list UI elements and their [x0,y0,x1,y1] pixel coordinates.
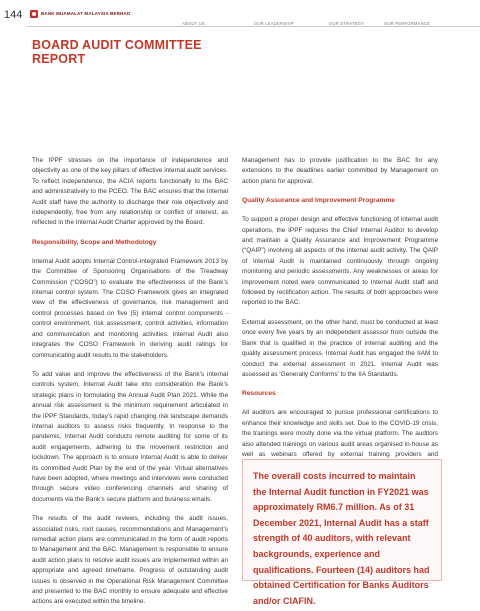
paragraph-independence: The IPPF stresses on the importance of independence and objectivity as one of the key pillars of effective internal audit services. To reflect independence, the ACIA reports functionally to the BAC and administratively to the PCEO. The BAC ensures that the Internal Audit staff have the authority to discharge their role objectively and independently, free from any relationship or conflict of interest, as reflected in the Internal Audit Charter approved by the Board. [32,157,228,227]
header-divider [27,26,480,27]
page-title [32,38,202,66]
right-column [242,156,438,480]
paragraph-audit-results: The results of the audit reviews, including the audit issues, associated risks, root causes, recommendations and Management’s remedial action plans are communicated in the form of audit reports to Management and the BAC. Management is responsible to ensure audit action plans to resolve audit issues are implemented within an appropriate and agreed timeframe. Progress of outstanding audit issues is observed in the Operational Risk Management Committee and presented to the BAC monthly to ensure adequate and effective actions are executed within the timeline. [32,515,228,606]
heading-responsibility-scope: Responsibility, Scope and Methodology [32,238,157,246]
page-header [0,0,480,24]
paragraph-resources: All auditors are encouraged to pursue professional certifications to enhance their knowledge and skills set. Due to the COVID-19 crisis, the trainings were mostly done via the virtual platform. The auditors also attended trainings on various audit areas organised in-house as well as webinars offered by external training providers and [242,409,438,458]
nav-about-us[interactable]: ABOUT US [182,21,205,26]
paragraph-coso-framework: Internal Audit adopts Internal Control-Integrated Framework 2013 by the Committee of Sponsoring Organisations of the Treadway Commission (“COSO”) to evaluate the effectiveness of the Bank’s internal control system. The COSO Framework gives an integrated view of the effectiveness of governance, risk management and control processes based on five (5) internal control components - control environment, risk assessment, control activities, information and communication and monitoring activities. Internal Audit also integrates the COSO Framework in deriving audit ratings for communicating audit results to the stakeholders. [32,257,228,359]
highlight-callout [242,459,442,606]
paragraph-audit-plan: To add value and improve the effectiveness of the Bank’s internal controls system, Internal Audit take into consideration the Bank’s strategic plans in formulating the Annual Audit Plan 2021. While the annual risk assessment is the minimum requirement articulated in the IPPF Standards, today’s rapid changing risk landscape demands internal auditors to assess risks frequently. In response to the pandemic, Internal Audit conducts remote auditing for some of its audit engagements, adhering to the movement restriction and lockdown. The approach is to ensure Internal Audit is able to deliver its committed Audit Plan by the end of the year. Virtual alternatives have been adopted, where meetings and interviews were conducted through secure video conferencing channels and sharing of documents via the Bank’s secure platform and business emails. [32,370,228,503]
left-column [32,156,228,611]
heading-resources: Resources [242,390,276,398]
heading-quality-assurance: Quality Assurance and Improvement Programme [242,197,395,205]
page-title-line-2: REPORT [32,52,86,66]
page-number: 144 [4,9,23,21]
page-title-line-1: BOARD AUDIT COMMITTEE [32,38,202,52]
paragraph-external-assessment: External assessment, on the other hand, must be conducted at least once every five years by an independent assessor from outside the Bank that is qualified in the practice of internal auditing and the quality assessment process. Internal Audit has engaged the IIAM to conduct the external assessment in 2021. Internal Audit was assessed as ‘Generally Conforms’ to the IIA Standards. [242,318,438,378]
nav-our-performance[interactable]: OUR PERFORMANCE [384,21,431,26]
bank-logo-icon [30,10,38,18]
bank-name: BANK MUAMALAT MALAYSIA BERHAD [41,11,131,16]
callout-text: The overall costs incurred to maintain the Internal Audit function in FY2021 was approximately RM6.7 million. As of 31 December 2021, Internal Audit has a staff strength of 40 auditors, with relevant backgrounds, experience and qualifications. Fourteen (14) auditors had obtained Certification for Banks Auditors and/or CIAFIN. [253,471,430,606]
nav-our-strategy[interactable]: OUR STRATEGY [329,21,365,26]
paragraph-justification: Management has to provide justification to the BAC for any extensions to the deadlines earlier committed by Management on action plans for approval. [242,157,438,185]
nav-our-leadership[interactable]: OUR LEADERSHIP [254,21,294,26]
paragraph-qaip: To support a proper design and effective functioning of internal audit operations, the IPPF requires the Chief Internal Auditor to develop and maintain a Quality Assurance and Improvement Programme (“QAIP”) involving all aspects of the internal audit activity. The QAIP of Internal Audit is maintained continuously through ongoing monitoring and periodic assessments. Any weaknesses or areas for improvement noted were communicated to Internal Audit staff and followed by rectification action. The results of both approaches were reported to the BAC. [242,216,438,307]
